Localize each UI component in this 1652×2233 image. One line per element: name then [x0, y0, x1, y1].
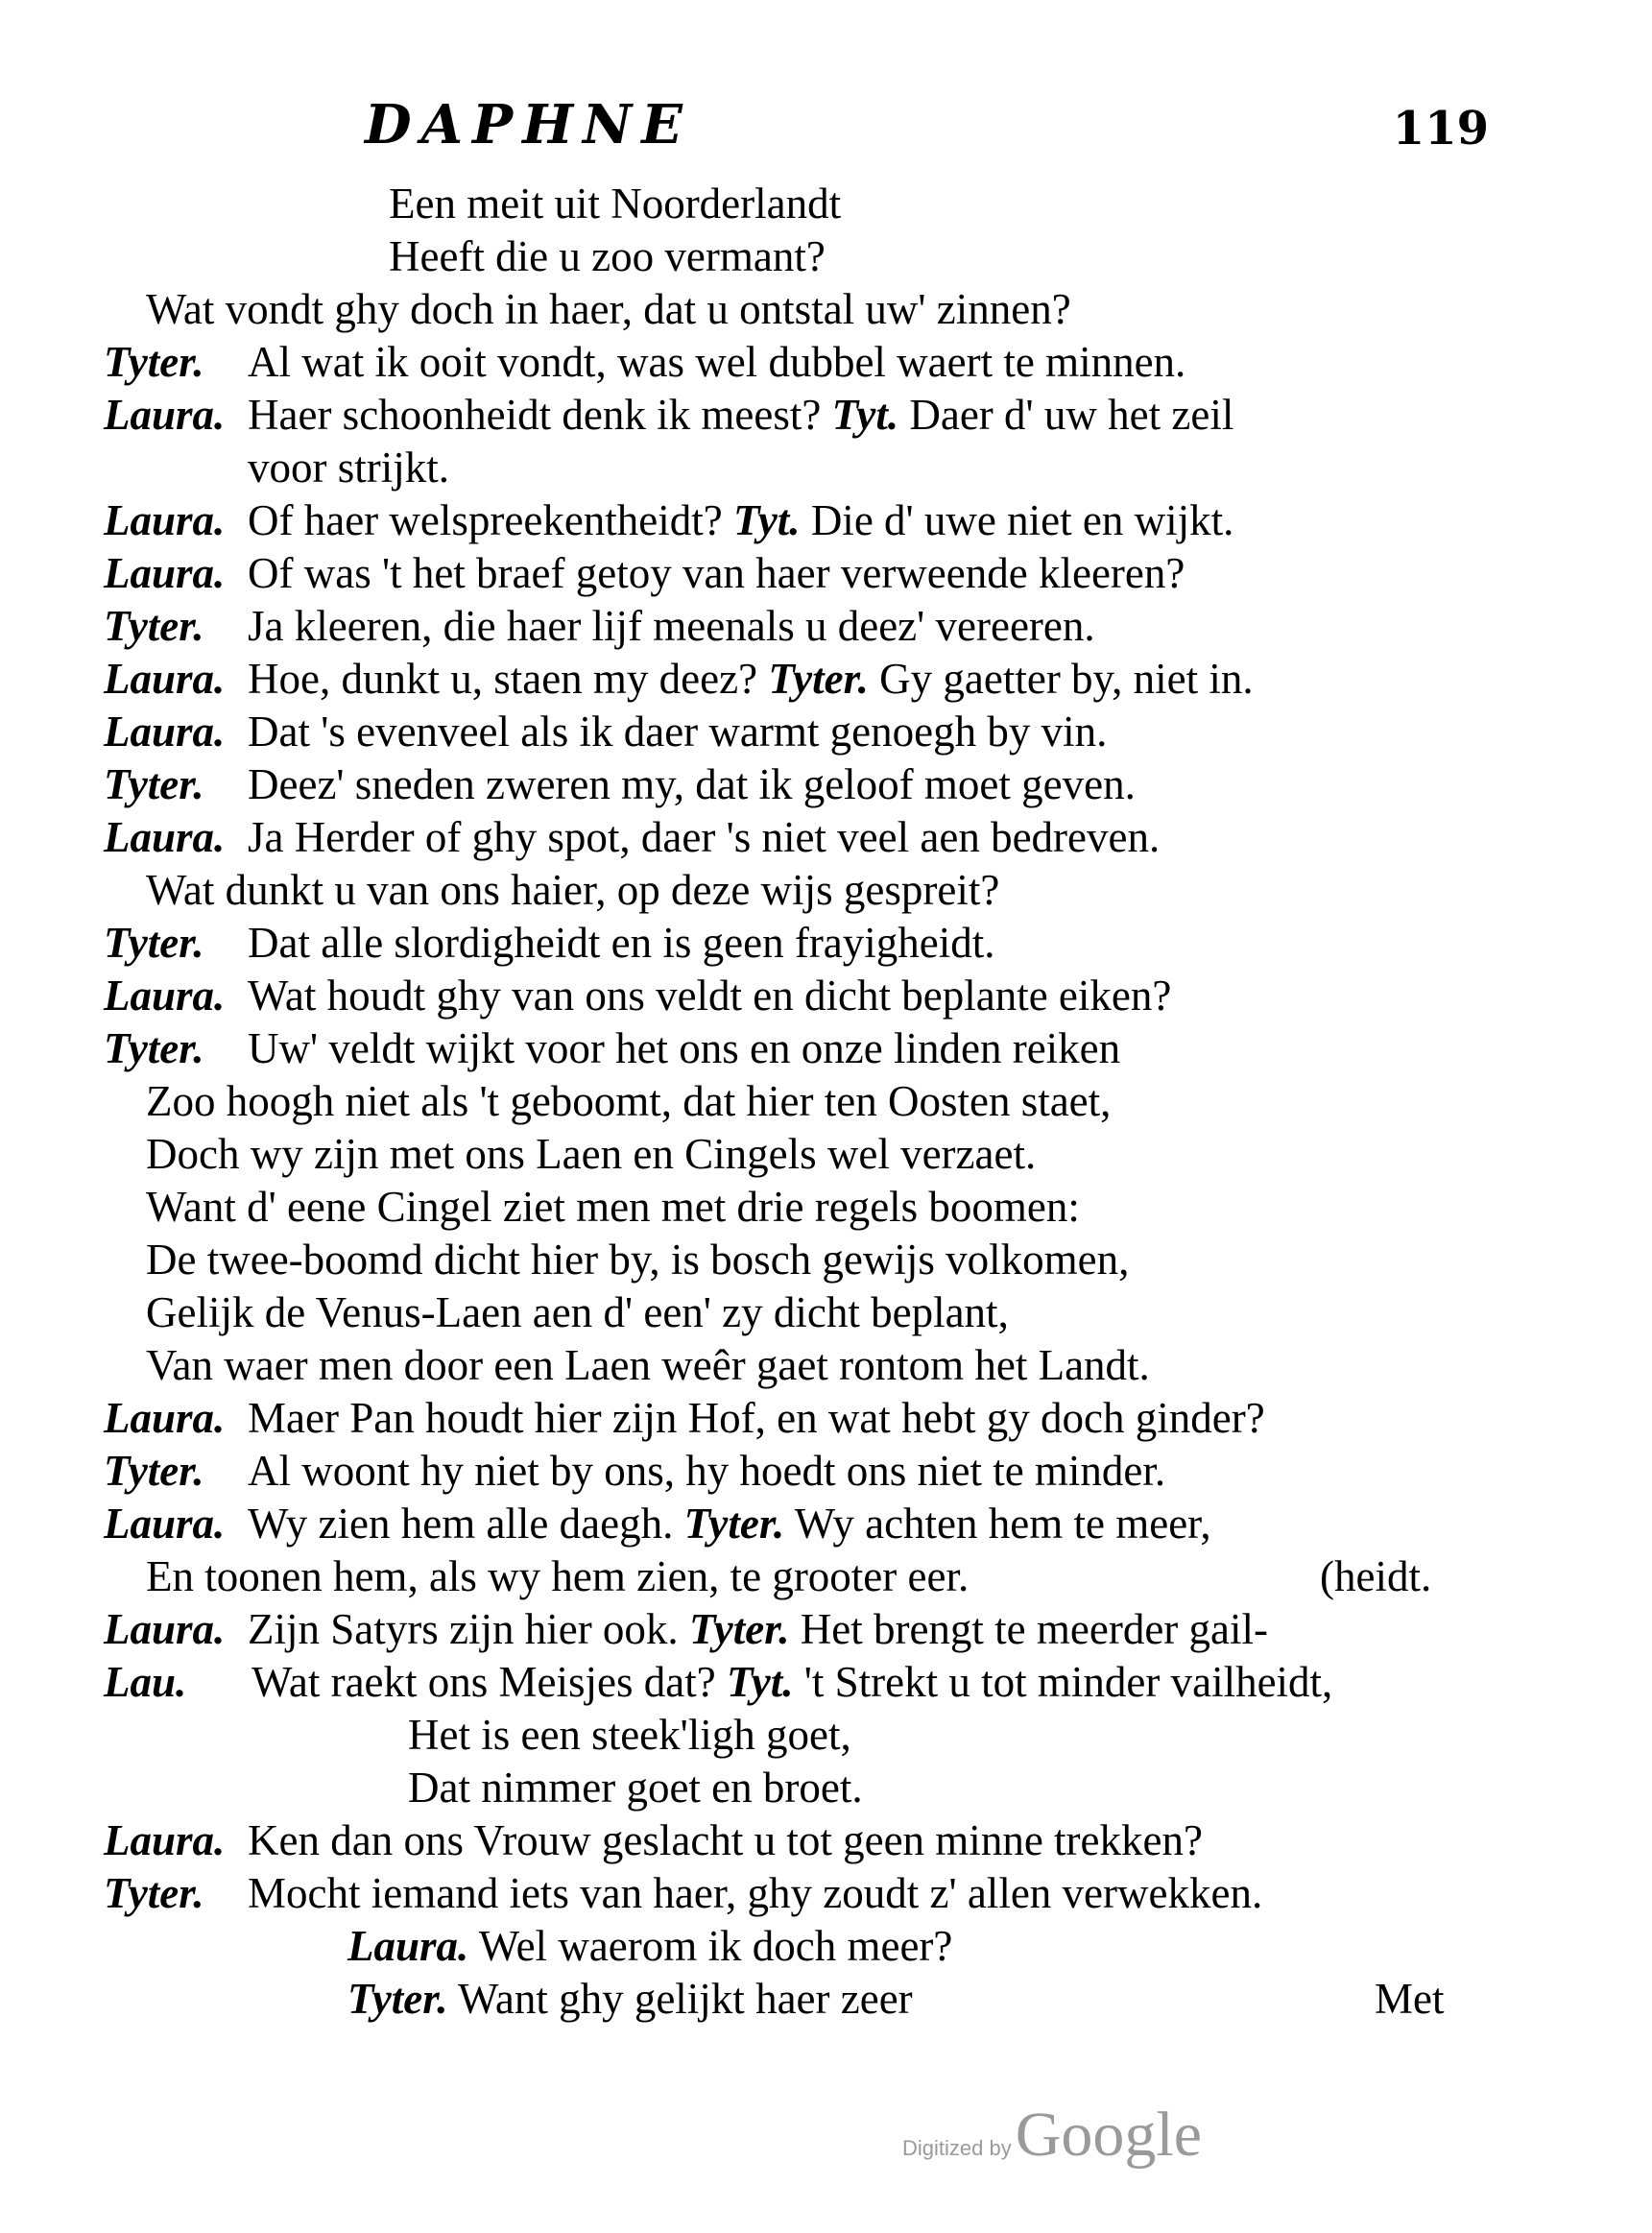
line-text-part: Gy gaetter by, niet in. [879, 655, 1254, 703]
line-text: Dat alle slordigheidt en is geen frayigheidt. [248, 919, 995, 967]
verse-line [0, 1339, 1652, 1392]
verse-line [0, 1181, 1652, 1234]
line-text-part: Wat raekt ons Meisjes dat? [251, 1658, 716, 1706]
line-text: De twee-boomd dicht hier by, is bosch gewijs volkomen, [146, 1236, 1130, 1284]
line-text: En toonen hem, als wy hem zien, te grooter eer. [146, 1552, 970, 1600]
line-text [251, 1656, 1332, 1709]
verse-line [0, 1762, 1652, 1814]
line-text-part: Haer schoonheidt denk ik meest? [248, 391, 822, 439]
line-text-part: Of haer welspreekentheidt? [248, 496, 723, 544]
speaker-label-inline: Tyt. [726, 1658, 794, 1706]
speaker-label: Tyter. [104, 1869, 204, 1917]
verse-line [0, 336, 1652, 389]
speaker-label: Tyter. [104, 338, 204, 386]
carryover-note: (heidt. [1320, 1552, 1432, 1600]
page-number: 119 [1392, 102, 1489, 156]
line-text: Al woont hy niet by ons, hy hoedt ons niet te minder. [248, 1447, 1166, 1495]
line-text: Gelijk de Venus-Laen aen d' een' zy dicht beplant, [146, 1288, 1009, 1336]
verse-line [0, 1286, 1652, 1339]
line-text: Het is een steek'ligh goet, [408, 1711, 851, 1759]
speaker-label: Laura. [104, 1605, 226, 1653]
line-text: Of was 't het braef getoy van haer verweende kleeren? [248, 549, 1185, 597]
line-text: Ja Herder of ghy spot, daer 's niet veel aen bedreven. [248, 813, 1161, 861]
verse-line [0, 1973, 1652, 2026]
verse-line [0, 1709, 1652, 1762]
line-text-part: Daer d' uw het zeil [909, 391, 1234, 439]
line-text: Uw' veldt wijkt voor het ons en onze linden reiken [248, 1024, 1121, 1072]
line-text-part: Wel waerom ik doch meer? [478, 1922, 953, 1970]
line-text: Heeft die u zoo vermant? [389, 232, 826, 280]
verse-line [0, 1867, 1652, 1920]
line-text [248, 1498, 1211, 1550]
line-text-part: Wy zien hem alle daegh. [248, 1500, 674, 1548]
speaker-label: Tyter. [104, 1024, 204, 1072]
line-text-part: Hoe, dunkt u, staen my deez? [248, 655, 758, 703]
line-text [248, 653, 1254, 706]
line-text: Van waer men door een Laen weêr gaet rontom het Landt. [146, 1341, 1150, 1389]
verse-line [0, 1603, 1652, 1656]
speaker-label: Laura. [104, 391, 226, 439]
speaker-label-inline: Tyter. [768, 655, 869, 703]
line-text-part: Want ghy gelijkt haer zeer [457, 1975, 913, 2023]
verse-line [0, 706, 1652, 758]
line-text: Wat dunkt u van ons haier, op deze wijs gespreit? [146, 866, 1000, 914]
line-text: Ken dan ons Vrouw geslacht u tot geen minne trekken? [248, 1816, 1203, 1864]
verse-line [0, 1234, 1652, 1286]
verse-line [0, 600, 1652, 653]
line-text: Maer Pan houdt hier zijn Hof, en wat hebt gy doch ginder? [248, 1394, 1265, 1442]
line-text [347, 1920, 952, 1973]
speaker-label: Lau. [104, 1658, 187, 1706]
verse-line [0, 230, 1652, 283]
speaker-label-inline: Tyt. [831, 391, 899, 439]
running-head: DAPHNE [365, 93, 692, 156]
speaker-label: Tyter. [104, 602, 204, 650]
line-text-part: Die d' uwe niet en wijkt. [810, 496, 1234, 544]
line-text: Want d' eene Cingel ziet men met drie regels boomen: [146, 1183, 1080, 1231]
verse-line [0, 442, 1652, 494]
line-text: Mocht iemand iets van haer, ghy zoudt z' allen verwekken. [248, 1869, 1263, 1917]
line-text [248, 494, 1233, 547]
line-text [347, 1973, 913, 2026]
verse-line [0, 1656, 1652, 1709]
speaker-label: Laura. [104, 1816, 226, 1864]
verse-line [0, 494, 1652, 547]
speaker-label: Laura. [104, 655, 226, 703]
google-logo: Google [1015, 2100, 1203, 2170]
speaker-label-inline: Tyter. [688, 1605, 790, 1653]
verse-line [0, 970, 1652, 1022]
verse-line [0, 283, 1652, 336]
catchword: Met [1375, 1975, 1445, 2023]
speaker-label-inline: Tyter. [347, 1975, 448, 2023]
speaker-label: Tyter. [104, 919, 204, 967]
verse-line [0, 1920, 1652, 1973]
line-text-part: Wy achten hem te meer, [794, 1500, 1211, 1548]
speaker-label: Laura. [104, 1500, 226, 1548]
verse-line [0, 547, 1652, 600]
speaker-label: Laura. [104, 813, 226, 861]
verse-line [0, 1128, 1652, 1181]
verse-line [0, 758, 1652, 811]
speaker-label-inline: Laura. [347, 1922, 469, 1970]
speaker-label-inline: Tyt. [733, 496, 801, 544]
verse-text [0, 178, 1652, 2026]
page-header [0, 93, 1652, 156]
speaker-label-inline: Tyter. [683, 1500, 785, 1548]
verse-line [0, 1392, 1652, 1445]
digitized-watermark [902, 2099, 1229, 2185]
verse-line [0, 1550, 1652, 1603]
line-text: Al wat ik ooit vondt, was wel dubbel waert te minnen. [248, 338, 1186, 386]
line-text: Dat 's evenveel als ik daer warmt genoegh by vin. [248, 708, 1108, 756]
speaker-label: Laura. [104, 496, 226, 544]
line-text-part: Zijn Satyrs zijn hier ook. [248, 1605, 679, 1653]
verse-line [0, 811, 1652, 864]
line-text: Deez' sneden zweren my, dat ik geloof moet geven. [248, 760, 1136, 808]
line-text: Een meit uit Noorderlandt [389, 180, 842, 228]
line-text-part: Het brengt te meerder gail- [800, 1605, 1268, 1653]
verse-line [0, 178, 1652, 230]
verse-line [0, 1075, 1652, 1128]
digitized-label: Digitized by [902, 2136, 1012, 2160]
speaker-label: Tyter. [104, 760, 204, 808]
verse-line [0, 917, 1652, 970]
line-text: voor strijkt. [248, 444, 449, 492]
verse-line [0, 389, 1652, 442]
verse-line [0, 653, 1652, 706]
speaker-label: Laura. [104, 708, 226, 756]
line-text: Doch wy zijn met ons Laen en Cingels wel verzaet. [146, 1130, 1037, 1178]
line-text: Ja kleeren, die haer lijf meenals u deez' vereeren. [248, 602, 1095, 650]
verse-line [0, 864, 1652, 917]
speaker-label: Laura. [104, 972, 226, 1020]
line-text: Dat nimmer goet en broet. [408, 1764, 863, 1812]
line-text: Wat vondt ghy doch in haer, dat u ontstal uw' zinnen? [146, 285, 1071, 333]
verse-line [0, 1814, 1652, 1867]
line-text: Zoo hoogh niet als 't geboomt, dat hier ten Oosten staet, [146, 1077, 1112, 1125]
speaker-label: Laura. [104, 1394, 226, 1442]
line-text [248, 1603, 1268, 1656]
speaker-label: Tyter. [104, 1447, 204, 1495]
speaker-label: Laura. [104, 549, 226, 597]
line-text: Wat houdt ghy van ons veldt en dicht beplante eiken? [248, 972, 1172, 1020]
line-text-part: 't Strekt u tot minder vailheidt, [803, 1658, 1333, 1706]
verse-line [0, 1022, 1652, 1075]
verse-line [0, 1498, 1652, 1550]
verse-line [0, 1445, 1652, 1498]
line-text [248, 389, 1233, 442]
